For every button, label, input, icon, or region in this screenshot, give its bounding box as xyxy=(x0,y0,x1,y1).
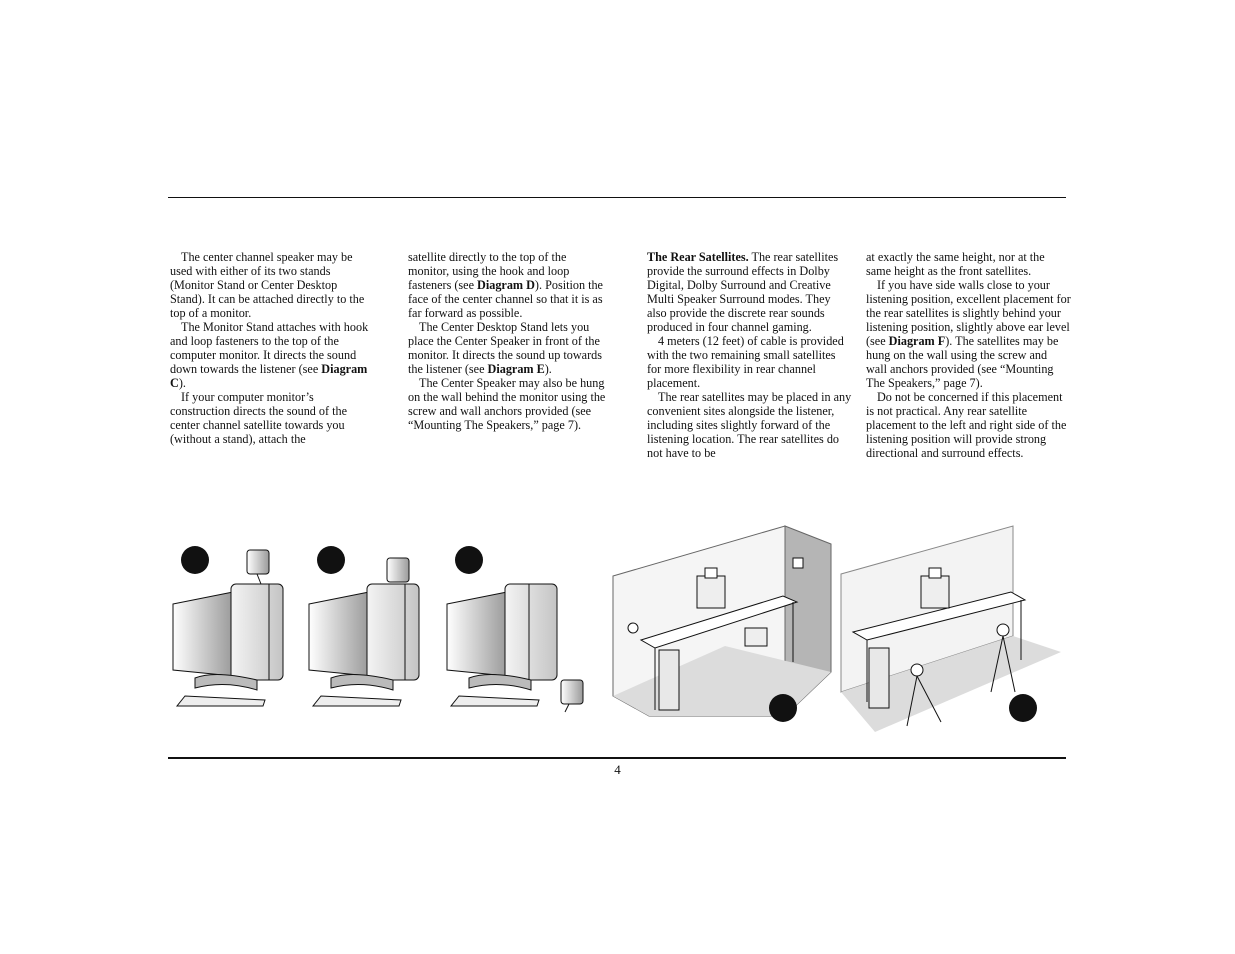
diagram-ref: Diagram D xyxy=(477,278,535,292)
diagram-d-monitor-icon xyxy=(309,546,419,706)
paragraph: The Monitor Stand attaches with hook and loop fasteners to the top of the computer monitor. It directs the sound down towards the listener (see Diagram C). xyxy=(170,320,369,390)
diagram-e-monitor-icon xyxy=(447,546,583,712)
bottom-rule xyxy=(168,757,1066,759)
diagram-c-monitor-icon xyxy=(173,546,283,706)
top-rule xyxy=(168,197,1066,198)
text-column-2 xyxy=(408,250,608,432)
text-column-1 xyxy=(170,250,370,446)
paragraph: If you have side walls close to your listening position, excellent placement for the rear satellites is slightly behind your listening position, slightly above ear level (see Diagram F). The satellites may be hung on the wall using the screw and wall anchors provided (see “Mounting The Speakers,” page 7). xyxy=(866,278,1071,390)
paragraph: 4 meters (12 feet) of cable is provided with the two remaining small satellites for more flexibility in rear channel placement. xyxy=(647,334,844,390)
paragraph: The Center Speaker may also be hung on the wall behind the monitor using the screw and wall anchors provided (see “Mounting The Speakers,” page 7). xyxy=(408,376,606,432)
room-diagram-side-wall-icon xyxy=(613,526,831,722)
page-number: 4 xyxy=(614,762,621,777)
paragraph: Do not be concerned if this placement is not practical. Any rear satellite placement to the left and right side of the listening position will provide strong directional and surround effects. xyxy=(866,390,1067,460)
paragraph: The center channel speaker may be used with either of its two stands (Monitor Stand or Center Desktop Stand). It can be attached directly to the top of a monitor. xyxy=(170,250,365,320)
speaker-placement-diagrams xyxy=(165,520,1065,745)
diagram-ref: Diagram E xyxy=(487,362,545,376)
section-heading: The Rear Satellites. xyxy=(647,250,749,264)
paragraph: The Rear Satellites. The rear satellites provide the surround effects in Dolby Digital, Dolby Surround and Creative Multi Speaker Surround modes. They also provide the discrete rear sounds produced in four channel gaming. xyxy=(647,250,839,334)
diagram-ref: Diagram F xyxy=(888,334,946,348)
diagram-ref: Diagram C xyxy=(170,362,368,390)
text-column-3 xyxy=(647,250,852,460)
paragraph: satellite directly to the top of the monitor, using the hook and loop fasteners (see Diagram D). Position the face of the center channel so that it is as far forward as possible. xyxy=(408,250,603,320)
room-diagram-open-room-icon xyxy=(841,526,1061,732)
paragraph: at exactly the same height, nor at the same height as the front satellites. xyxy=(866,250,1045,278)
text-column-4 xyxy=(866,250,1071,460)
paragraph: The Center Desktop Stand lets you place the Center Speaker in front of the monitor. It directs the sound up towards the listener (see Diagram E). xyxy=(408,320,602,376)
paragraph: If your computer monitor’s construction directs the sound of the center channel satellite towards you (without a stand), attach the xyxy=(170,390,348,446)
paragraph: The rear satellites may be placed in any convenient sites alongside the listener, including sites slightly forward of the listening location. The rear satellites do not have to be xyxy=(647,390,852,460)
